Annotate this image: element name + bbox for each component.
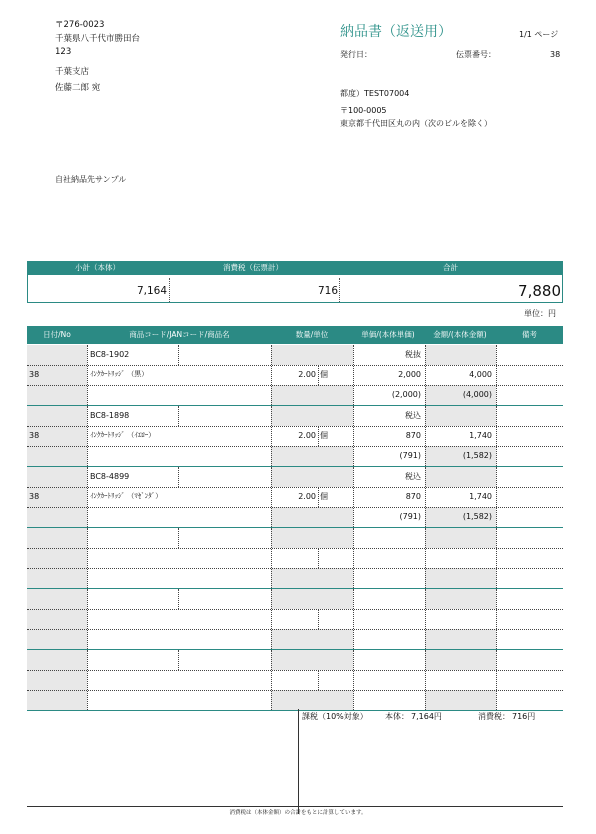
item-code: BC8-1902 [90, 350, 130, 359]
col-remarks: 備考 [522, 330, 537, 339]
col-divider [496, 345, 497, 405]
item-tax-type: 税込 [405, 472, 421, 481]
col-divider [178, 650, 179, 670]
item-unit: 個 [320, 370, 328, 379]
col-divider [87, 650, 88, 710]
item-price-base: (2,000) [391, 390, 421, 399]
row-divider [27, 548, 563, 549]
tax-value: 716 [317, 285, 338, 297]
page-indicator: 1/1 ページ [519, 30, 559, 39]
item-price: 2,000 [398, 370, 421, 379]
footer-tax-label: 消費税： [478, 712, 510, 721]
col-divider [271, 589, 272, 649]
col-unit-price: 単価/(本体単価) [361, 330, 415, 339]
shade-qty-bottom [271, 385, 353, 405]
item-no: 38 [29, 492, 40, 501]
col-divider [496, 589, 497, 649]
col-divider [353, 589, 354, 649]
recipient-name: 佐藤二郎 宛 [55, 83, 101, 93]
delivery-sample: 自社納品先サンプル [55, 175, 127, 184]
item-amount-base: (4,000) [462, 390, 492, 399]
footer-tax-value: 716円 [512, 712, 536, 721]
item-price: 870 [405, 492, 421, 501]
col-divider [318, 487, 319, 507]
recipient-address1: 千葉県八千代市勝田台 [55, 34, 141, 44]
shade-qty-bottom [271, 568, 353, 588]
subtotal-label: 小計（本体） [75, 263, 120, 272]
slip-number-label: 伝票番号： [456, 50, 496, 59]
col-divider [425, 650, 426, 710]
item-price: 870 [405, 431, 421, 440]
item-unit: 個 [320, 492, 328, 501]
sender-address: 東京都千代田区丸の内（次のビルを除く） [340, 119, 492, 128]
document-title: 納品書（返送用） [340, 24, 452, 40]
item-tax-type: 税抜 [405, 350, 421, 359]
unit-note: 単位：円 [524, 309, 556, 318]
item-code: BC8-4899 [90, 472, 130, 481]
col-divider [496, 467, 497, 527]
shade-qty-bottom [271, 446, 353, 466]
row-divider [27, 670, 563, 671]
col-divider [178, 345, 179, 365]
col-divider [87, 345, 88, 405]
col-divider [318, 365, 319, 385]
item-name: ｲﾝｸｶｰﾄﾘｯｼﾞ （黒） [90, 370, 149, 378]
shade-amount-top [425, 345, 496, 365]
shade-qty-top [271, 406, 353, 426]
col-divider [496, 406, 497, 466]
shade-amount-bottom [425, 568, 496, 588]
col-divider [271, 650, 272, 710]
recipient-postal: 〒276-0023 [55, 20, 105, 30]
shade-amount-top [425, 406, 496, 426]
col-divider [87, 406, 88, 466]
subtotal-value: 7,164 [136, 285, 167, 297]
col-divider [87, 528, 88, 588]
footer-note: 消費税は（本体金額）の合計をもとに計算しています。 [229, 810, 367, 816]
item-price-base: (791) [399, 451, 421, 460]
taxable-label: 課税（10%対象） [302, 712, 368, 721]
col-divider [353, 528, 354, 588]
item-price-base: (791) [399, 512, 421, 521]
footer-bottom-rule [27, 806, 563, 807]
shade-date-col [27, 589, 87, 649]
col-amount: 金額/(本体金額) [433, 330, 487, 339]
issue-date-label: 発行日： [340, 50, 372, 59]
item-amount: 1,740 [469, 431, 492, 440]
item-qty: 2.00 [298, 370, 316, 379]
row-divider [27, 568, 563, 569]
item-qty: 2.00 [298, 492, 316, 501]
col-divider [353, 650, 354, 710]
shade-qty-top [271, 528, 353, 548]
recipient-address2: 123 [55, 47, 72, 57]
col-divider [178, 406, 179, 426]
shade-qty-bottom [271, 629, 353, 649]
footer-base-value: 7,164円 [411, 712, 442, 721]
item-amount-base: (1,582) [462, 451, 492, 460]
sender-code: 都度）TEST07004 [340, 89, 410, 98]
summary-header [27, 261, 563, 275]
item-code: BC8-1898 [90, 411, 130, 420]
shade-date-col [27, 650, 87, 710]
shade-qty-bottom [271, 690, 353, 710]
shade-amount-bottom [425, 629, 496, 649]
col-divider [425, 528, 426, 588]
summary-values [27, 275, 563, 303]
shade-amount-bottom [425, 690, 496, 710]
total-value: 7,880 [518, 282, 561, 300]
row-divider [27, 609, 563, 610]
shade-qty-bottom [271, 507, 353, 527]
col-divider [496, 528, 497, 588]
detail-header [27, 326, 563, 344]
col-divider [318, 670, 319, 690]
col-date-no: 日付/No [43, 330, 71, 339]
total-label: 合計 [443, 263, 458, 272]
row-divider [27, 690, 563, 691]
col-divider [318, 548, 319, 568]
col-divider [178, 528, 179, 548]
col-divider [178, 467, 179, 487]
shade-amount-top [425, 650, 496, 670]
item-no: 38 [29, 431, 40, 440]
item-amount-base: (1,582) [462, 512, 492, 521]
sender-postal: 〒100-0005 [340, 106, 387, 115]
col-divider [178, 589, 179, 609]
shade-amount-top [425, 467, 496, 487]
item-qty: 2.00 [298, 431, 316, 440]
col-divider [87, 467, 88, 527]
block-separator [27, 710, 563, 711]
footer-base-label: 本体： [385, 712, 409, 721]
col-product: 商品コード/JANコード/商品名 [129, 330, 230, 339]
shade-date-col [27, 528, 87, 588]
slip-number: 38 [550, 50, 561, 59]
footer-divider [298, 709, 299, 814]
shade-qty-top [271, 650, 353, 670]
col-divider [318, 609, 319, 629]
shade-amount-top [425, 528, 496, 548]
shade-amount-top [425, 589, 496, 609]
item-no: 38 [29, 370, 40, 379]
item-name: ｲﾝｸｶｰﾄﾘｯｼﾞ （ｲｴﾛｰ） [90, 431, 156, 439]
tax-label: 消費税（伝票計） [223, 263, 283, 272]
row-divider [27, 629, 563, 630]
item-name: ｲﾝｸｶｰﾄﾘｯｼﾞ （ﾏｾﾞﾝﾀﾞ） [90, 492, 163, 500]
shade-qty-top [271, 589, 353, 609]
shade-qty-top [271, 467, 353, 487]
shade-qty-top [271, 345, 353, 365]
col-qty-unit: 数量/単位 [295, 330, 329, 339]
recipient-branch: 千葉支店 [55, 67, 90, 77]
item-amount: 1,740 [469, 492, 492, 501]
col-divider [496, 650, 497, 710]
item-unit: 個 [320, 431, 328, 440]
col-divider [87, 589, 88, 649]
col-divider [318, 426, 319, 446]
item-tax-type: 税込 [405, 411, 421, 420]
col-divider [425, 589, 426, 649]
item-amount: 4,000 [469, 370, 492, 379]
col-divider [271, 528, 272, 588]
